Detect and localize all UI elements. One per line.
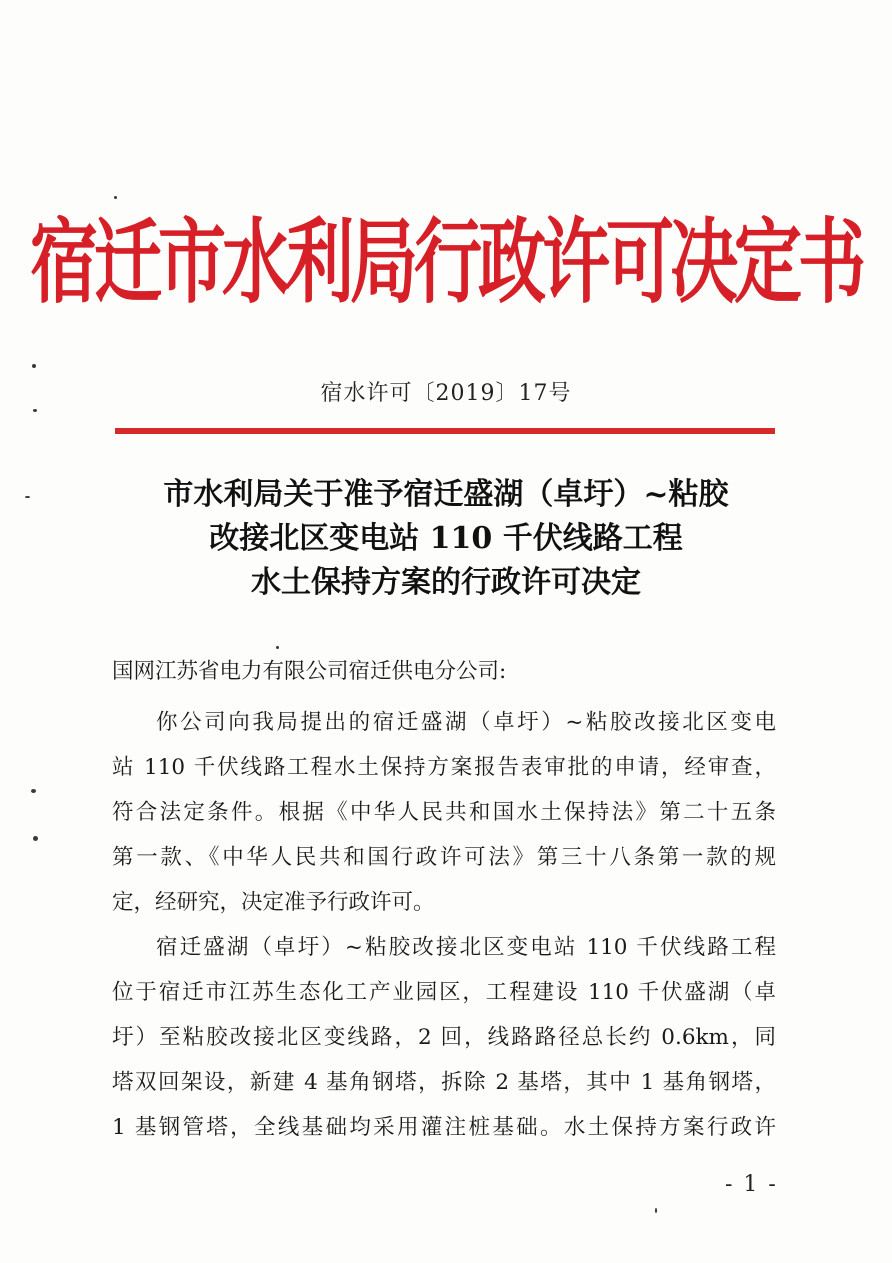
body-line: 站 110 千伏线路工程水土保持方案报告表审批的申请，经审查， [112, 755, 776, 780]
scan-speck [276, 646, 279, 649]
scan-speck [33, 836, 38, 841]
body-line: 第一款、《中华人民共和国行政许可法》第三十八条第一款的规 [112, 845, 776, 870]
document-number: 宿水许可〔2019〕17号 [320, 381, 572, 406]
scan-speck [25, 496, 30, 498]
document-title [0, 473, 892, 605]
scan-speck [31, 789, 36, 793]
document-header: 宿迁市水利局行政许可决定书 [29, 208, 862, 317]
page-number: - 1 - [725, 1172, 778, 1197]
body-line: 定，经研究，决定准予行政许可。 [112, 890, 435, 915]
body-line: 位于宿迁市江苏生态化工产业园区，工程建设 110 千伏盛湖（卓 [112, 980, 776, 1005]
body-line: 圩）至粘胶改接北区变线路，2 回，线路路径总长约 0.6km，同 [112, 1025, 776, 1050]
body-line: 1 基钢管塔，全线基础均采用灌注桩基础。水土保持方案行政许 [112, 1115, 776, 1140]
title-line-2: 改接北区变电站 110 千伏线路工程 [209, 521, 683, 556]
scan-speck [33, 409, 37, 412]
scan-speck [32, 364, 36, 368]
recipient: 国网江苏省电力有限公司宿迁供电分公司: [112, 659, 507, 684]
title-line-1: 市水利局关于准予宿迁盛湖（卓圩）~粘胶 [163, 477, 729, 512]
body-line: 符合法定条件。根据《中华人民共和国水土保持法》第二十五条 [112, 800, 776, 825]
document-body [112, 700, 776, 1150]
title-line-3: 水土保持方案的行政许可决定 [251, 565, 641, 600]
scan-speck [655, 1208, 657, 1213]
red-divider [115, 428, 775, 434]
body-line: 你公司向我局提出的宿迁盛湖（卓圩）~粘胶改接北区变电 [156, 710, 776, 735]
scan-speck [114, 196, 117, 199]
body-line: 塔双回架设，新建 4 基角钢塔，拆除 2 基塔，其中 1 基角钢塔， [112, 1070, 776, 1095]
body-line: 宿迁盛湖（卓圩）~粘胶改接北区变电站 110 千伏线路工程 [156, 935, 776, 960]
